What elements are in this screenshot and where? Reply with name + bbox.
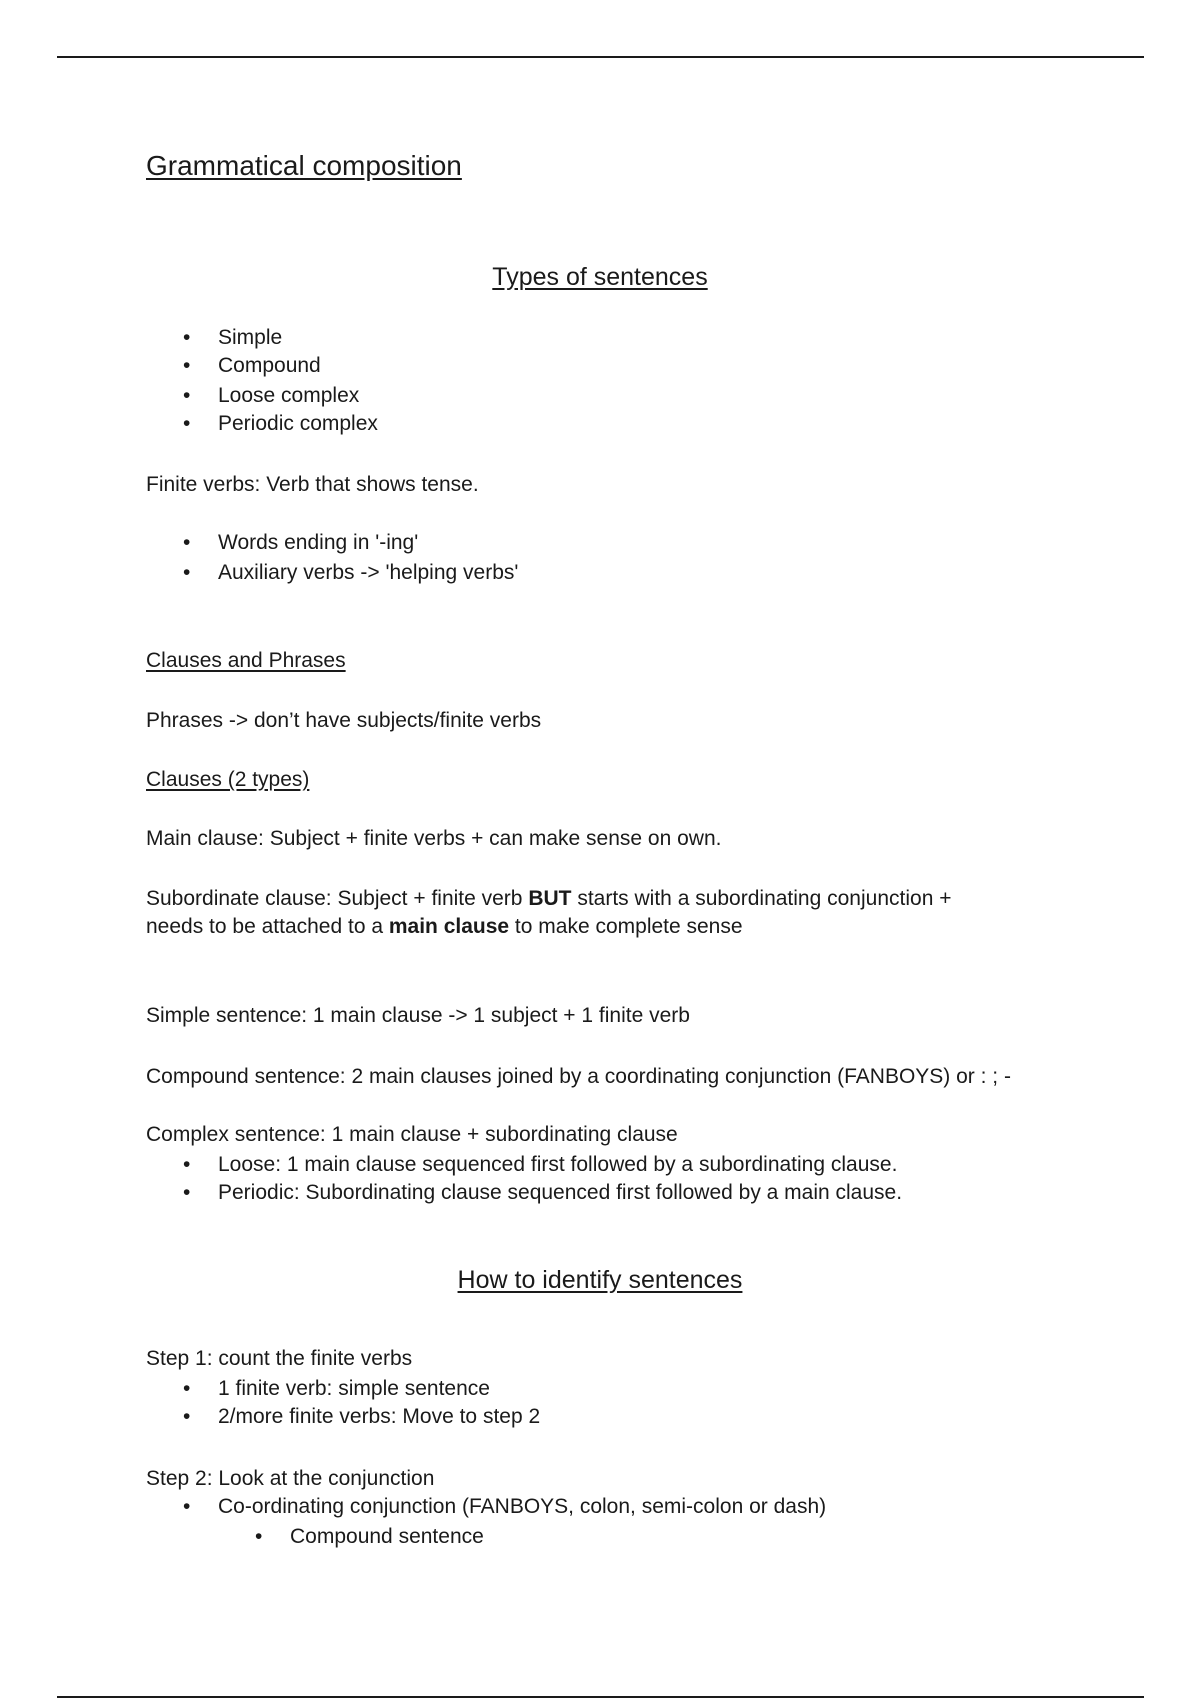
step-1: Step 1: count the finite verbs bbox=[146, 1347, 413, 1370]
main-clause-definition: Main clause: Subject + finite verbs + can make sense on own. bbox=[146, 827, 722, 850]
clauses-heading: Clauses and Phrases bbox=[146, 649, 346, 672]
document-title: Grammatical composition bbox=[146, 150, 462, 181]
list-item: • 1 finite verb: simple sentence bbox=[183, 1377, 490, 1400]
finite-verbs-definition: Finite verbs: Verb that shows tense. bbox=[146, 473, 479, 496]
list-item: • Simple bbox=[183, 326, 283, 349]
footer-rule bbox=[57, 1696, 1144, 1698]
types-heading: Types of sentences bbox=[492, 263, 708, 291]
simple-sentence-definition: Simple sentence: 1 main clause -> 1 subject + 1 finite verb bbox=[146, 1004, 690, 1027]
phrases-definition: Phrases -> don’t have subjects/finite verbs bbox=[146, 709, 542, 732]
list-item: • Loose: 1 main clause sequenced first followed by a subordinating clause. bbox=[183, 1153, 898, 1176]
list-item: • 2/more finite verbs: Move to step 2 bbox=[183, 1405, 541, 1428]
header-rule bbox=[57, 56, 1144, 58]
list-item: • Loose complex bbox=[183, 384, 360, 407]
list-item: • Auxiliary verbs -> 'helping verbs' bbox=[183, 561, 519, 584]
list-item: • Words ending in '-ing' bbox=[183, 531, 419, 554]
complex-sentence-definition: Complex sentence: 1 main clause + subordinating clause bbox=[146, 1123, 678, 1146]
list-item: • Periodic complex bbox=[183, 412, 378, 435]
identify-heading: How to identify sentences bbox=[457, 1266, 743, 1294]
list-item: • Compound bbox=[183, 354, 321, 377]
clauses-types-heading: Clauses (2 types) bbox=[146, 768, 310, 791]
list-item: • Periodic: Subordinating clause sequenced first followed by a main clause. bbox=[183, 1181, 903, 1204]
subordinate-clause-definition-cont: needs to be attached to a main clause to make complete sense bbox=[146, 915, 743, 938]
list-item: • Co-ordinating conjunction (FANBOYS, colon, semi-colon or dash) bbox=[183, 1495, 827, 1518]
step-2: Step 2: Look at the conjunction bbox=[146, 1467, 435, 1490]
subordinate-clause-definition: Subordinate clause: Subject + finite verb BUT starts with a subordinating conjunction + bbox=[146, 887, 952, 910]
compound-sentence-definition: Compound sentence: 2 main clauses joined by a coordinating conjunction (FANBOYS) or : ; - bbox=[146, 1065, 1011, 1088]
list-item: • Compound sentence bbox=[255, 1525, 484, 1548]
